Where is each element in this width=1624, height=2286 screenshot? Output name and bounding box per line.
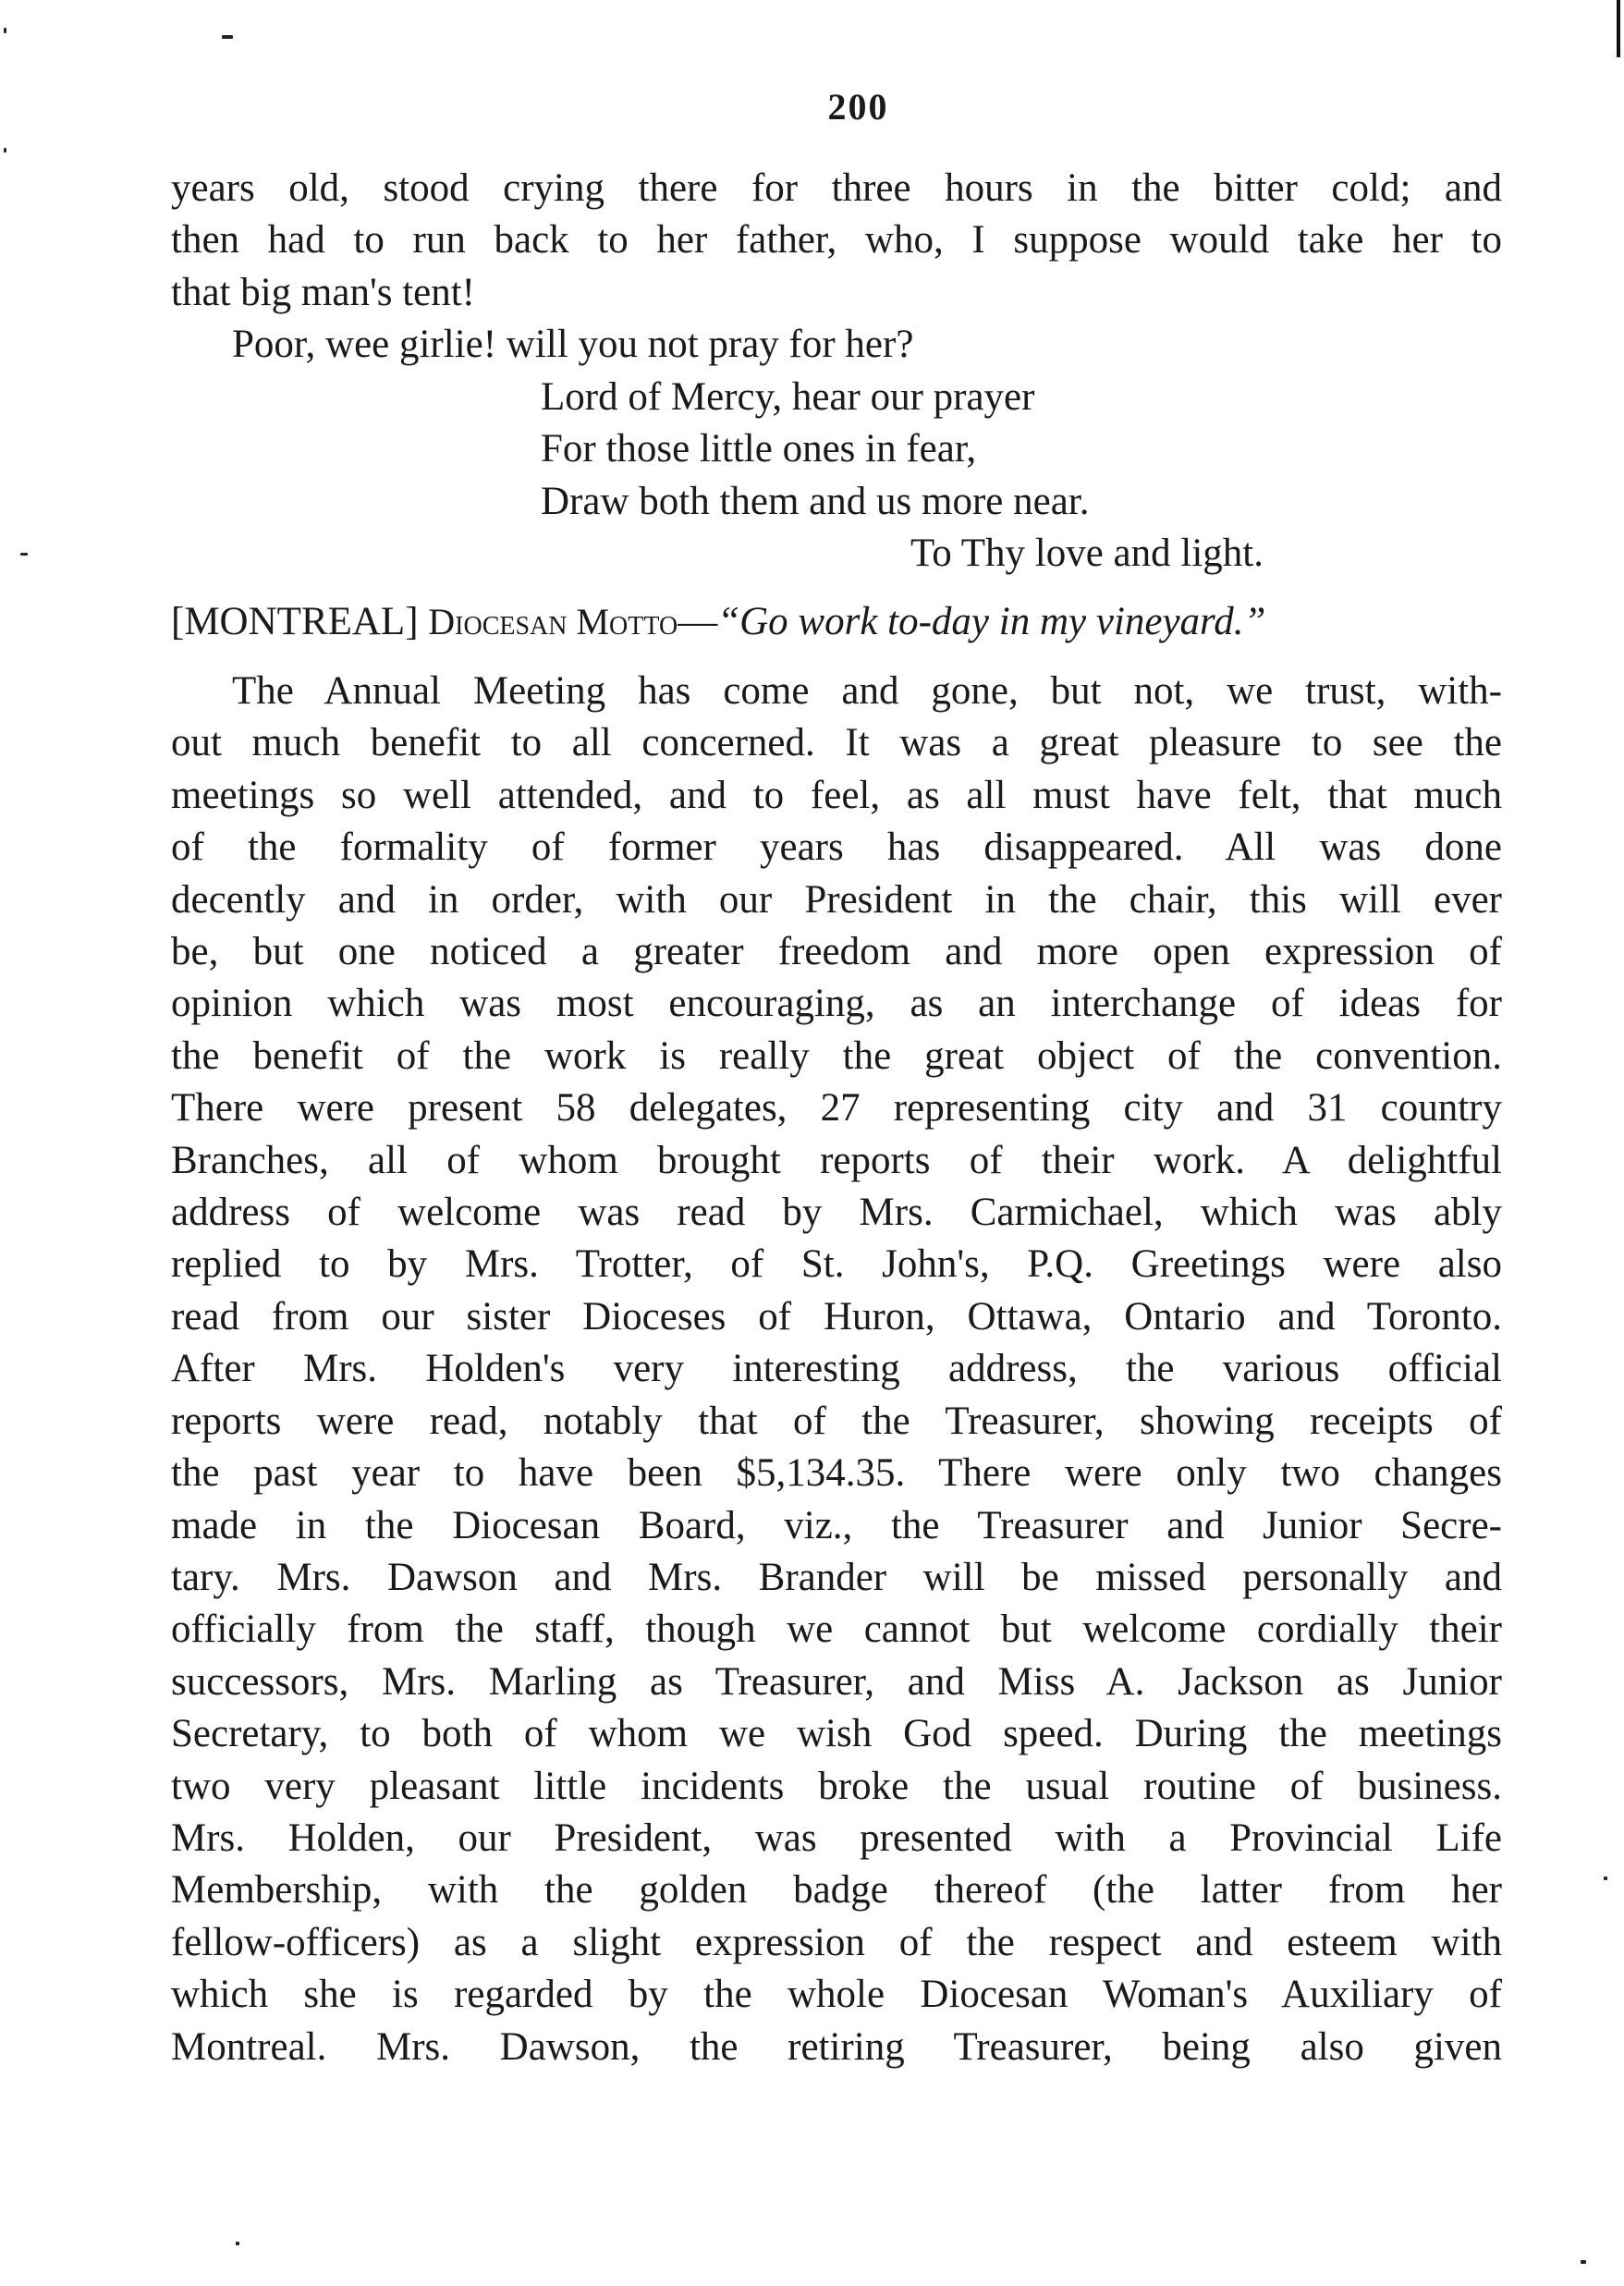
poem-line-1: Lord of Mercy, hear our prayer <box>541 375 1035 419</box>
report-line: read from our sister Dioceses of Huron, Ottawa, Ontario and Toronto. <box>171 1294 1502 1339</box>
scan-edge-mark <box>1617 0 1620 57</box>
report-line: opinion which was most encouraging, as an interchange of ideas for <box>171 982 1502 1026</box>
report-paragraph <box>171 666 1502 2073</box>
report-line: address of welcome was read by Mrs. Carmichael, which was ably <box>171 1191 1502 1235</box>
report-line: Mrs. Holden, our President, was presented with a Provincial Life <box>171 1815 1502 1860</box>
scan-speck <box>4 28 6 33</box>
scan-speck <box>4 148 6 153</box>
poem-line-3: Draw both them and us more near. <box>541 479 1090 523</box>
report-line: reports were read, notably that of the Treasurer, showing receipts of <box>171 1399 1502 1443</box>
heading-label: Diocesan Motto <box>428 601 678 642</box>
intro-line-3: that big man's tent! <box>171 270 475 314</box>
report-line: successors, Mrs. Marling as Treasurer, and Miss A. Jackson as Junior <box>171 1659 1502 1704</box>
poem-line-2: For those little ones in fear, <box>541 427 977 471</box>
report-line: the benefit of the work is really the great object of the convention. <box>171 1033 1502 1078</box>
scan-speck <box>236 2242 239 2245</box>
heading-dash: — <box>678 600 718 643</box>
report-line: officially from the staff, though we cannot but welcome cordially their <box>171 1608 1502 1652</box>
heading-motto: “Go work to-day in my vineyard.” <box>717 600 1266 643</box>
report-line: out much benefit to all concerned. It was a great pleasure to see the <box>171 721 1502 765</box>
poem-stanza <box>541 372 1089 528</box>
appeal-line: Poor, wee girlie! will you not pray for her? <box>232 323 914 367</box>
report-line: decently and in order, with our President in the chair, this will ever <box>171 877 1502 922</box>
page-number: 200 <box>827 86 889 128</box>
scan-speck <box>1604 1876 1607 1880</box>
report-line: the past year to have been $5,134.35. There were only two changes <box>171 1451 1502 1496</box>
poem-closing-line: To Thy love and light. <box>910 532 1264 575</box>
scan-speck <box>222 35 233 39</box>
heading-place: [MONTREAL] <box>171 600 419 643</box>
report-line: of the formality of former years has disappeared. All was done <box>171 825 1502 870</box>
intro-paragraph <box>171 163 1502 372</box>
report-line: Membership, with the golden badge thereof (the latter from her <box>171 1868 1502 1913</box>
report-line: After Mrs. Holden's very interesting address, the various official <box>171 1347 1502 1391</box>
report-line: which she is regarded by the whole Diocesan Woman's Auxiliary of <box>171 1973 1502 2017</box>
report-line: made in the Diocesan Board, viz., the Treasurer and Junior Secre- <box>171 1503 1502 1547</box>
report-line: There were present 58 delegates, 27 representing city and 31 country <box>171 1086 1502 1131</box>
intro-line-1: years old, stood crying there for three hours in the bitter cold; and <box>171 166 1502 210</box>
report-line: Montreal. Mrs. Dawson, the retiring Treasurer, being also given <box>171 2024 1502 2069</box>
report-line: The Annual Meeting has come and gone, but not, we trust, with- <box>232 669 1502 713</box>
report-line: tary. Mrs. Dawson and Mrs. Brander will be missed personally and <box>171 1555 1502 1599</box>
report-line: Branches, all of whom brought reports of their work. A delightful <box>171 1138 1502 1182</box>
report-line: replied to by Mrs. Trotter, of St. John's, P.Q. Greetings were also <box>171 1242 1502 1287</box>
report-line: meetings so well attended, and to feel, as all must have felt, that much <box>171 773 1502 817</box>
intro-line-2: then had to run back to her father, who, I suppose would take her to <box>171 218 1502 263</box>
report-line: two very pleasant little incidents broke the usual routine of business. <box>171 1764 1502 1808</box>
section-heading <box>171 596 1502 648</box>
scan-speck <box>1581 2260 1586 2264</box>
report-line: fellow-officers) as a slight expression of the respect and esteem with <box>171 1920 1502 1964</box>
report-line: be, but one noticed a greater freedom and more open expression of <box>171 930 1502 974</box>
report-line: Secretary, to both of whom we wish God speed. During the meetings <box>171 1712 1502 1756</box>
poem-closing <box>910 528 1264 580</box>
scan-speck <box>20 553 28 556</box>
